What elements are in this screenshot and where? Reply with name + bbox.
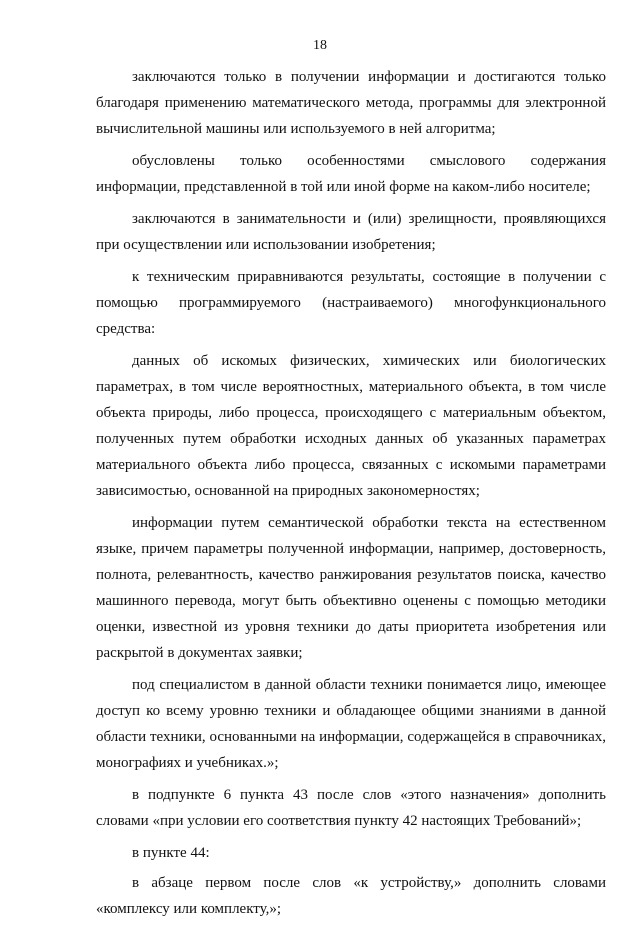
- paragraph: в абзаце первом после слов «к устройству,» дополнить словами «комплексу или комплекту,»;: [96, 875, 606, 917]
- paragraph: в подпункте 6 пункта 43 после слов «этого назначения» дополнить словами «при условии его соответствия пункту 42 настоящих Требований»;: [96, 787, 606, 829]
- paragraph: данных об искомых физических, химических или биологических параметрах, в том числе вероятностных, материального объекта, в том числе объекта природы, либо процесса, происходящего с материальным объектом, полученных путем обработки исходных данных об указанных параметрах материального объекта либо процесса, связанных с искомыми параметрами зависимостью, основанной на природных закономерностях;: [96, 353, 606, 499]
- paragraph: заключаются только в получении информации и достигаются только благодаря применению математического метода, программы для электронной вычислительной машины или используемого в ней алгоритма;: [96, 69, 606, 137]
- paragraph: к техническим приравниваются результаты, состоящие в получении с помощью программируемого (настраиваемого) многофункционального средства:: [96, 269, 606, 337]
- document-body: [96, 64, 606, 928]
- paragraph: обусловлены только особенностями смыслового содержания информации, представленной в той или иной форме на каком-либо носителе;: [96, 153, 606, 195]
- paragraph: под специалистом в данной области техники понимается лицо, имеющее доступ ко всему уровню техники и обладающее общими знаниями в данной области техники, основанными на информации, содержащейся в справочниках, монографиях и учебниках.»;: [96, 677, 606, 771]
- paragraph: в пункте 44:: [132, 845, 210, 861]
- page-number: 18: [313, 38, 327, 53]
- paragraph: заключаются в занимательности и (или) зрелищности, проявляющихся при осуществлении или использовании изобретения;: [96, 211, 606, 253]
- paragraph: информации путем семантической обработки текста на естественном языке, причем параметры полученной информации, например, достоверность, полнота, релевантность, качество ранжирования результатов поиска, качество машинного перевода, могут быть объективно оценены с помощью методики оценки, известной из уровня техники до даты приоритета изобретения или раскрытой в документах заявки;: [96, 515, 606, 661]
